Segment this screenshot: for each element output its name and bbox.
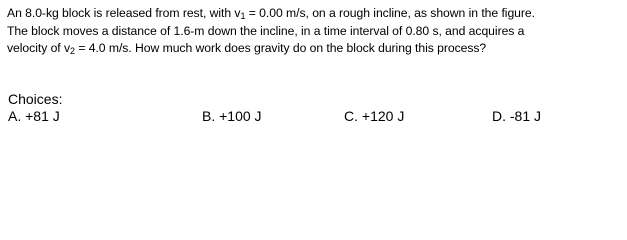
question-line-1-part-2: = 0.00 m/s, on a rough incline, as shown in the figure. — [245, 6, 535, 20]
question-line-3-part-1: velocity of v — [7, 41, 71, 55]
choices-heading: Choices: — [8, 91, 63, 107]
question-line-3-part-2: = 4.0 m/s. How much work does gravity do on the block during this process? — [75, 41, 487, 55]
question-line-2: The block moves a distance of 1.6-m down the incline, in a time interval of 0.80 s, and acquires a — [7, 23, 525, 38]
choice-b: B. +100 J — [202, 108, 262, 124]
question-line-1-part-1: An 8.0-kg block is released from rest, with v — [7, 6, 241, 20]
v2-subscript: 2 — [70, 46, 75, 56]
choice-a: A. +81 J — [8, 108, 60, 124]
choice-c: C. +120 J — [344, 108, 405, 124]
v1-subscript: 1 — [240, 11, 246, 21]
question-line-1 — [7, 5, 619, 23]
question-text — [7, 5, 619, 58]
choice-d: D. -81 J — [492, 108, 542, 124]
question-line-3 — [7, 40, 619, 58]
